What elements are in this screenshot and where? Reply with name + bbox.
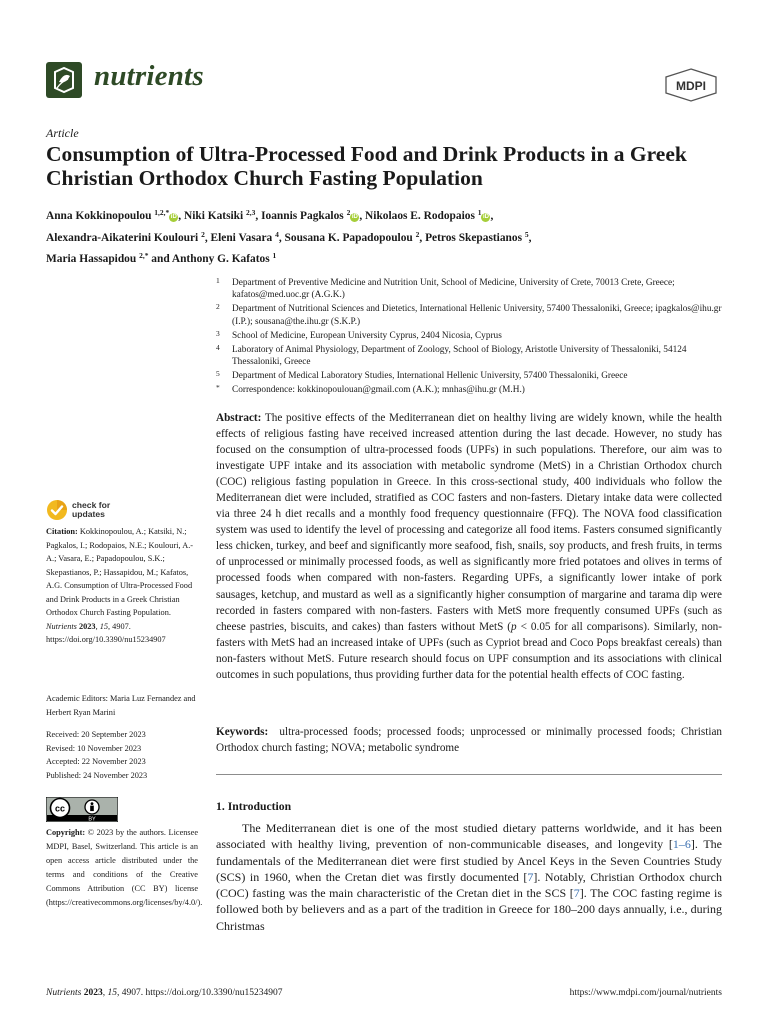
affiliation-text: Department of Preventive Medicine and Nutrition Unit, School of Medicine, University of Crete, 70013 Crete, Greece; kafatos@med.uoc.gr (A.G.K.) (232, 278, 675, 301)
affiliation-item (216, 370, 736, 382)
footer-volume: 15 (107, 988, 117, 998)
author-name[interactable]: Alexandra-Aikaterini Koulouri (46, 231, 199, 244)
author-name[interactable]: Eleni Vasara (210, 231, 273, 244)
published-date: Published: 24 November 2023 (46, 770, 148, 780)
author-separator: , (490, 210, 494, 222)
updates-label: updates (72, 509, 105, 519)
intro-text: The Mediterranean diet is one of the most studied dietary patterns worldwide, and it has been associated with healthy living, prevention of non-communicable diseases, and longevity [ (216, 821, 722, 852)
affiliation-text: Department of Medical Laboratory Studies, International Hellenic University, 57400 Thessaloniki, Greece (232, 370, 628, 381)
author-name[interactable]: Nikolaos E. Rodopaios (365, 210, 475, 222)
journal-logo-icon (46, 62, 82, 98)
footer-citation: Nutrients 2023, 15, 4907. https://doi.org/10.3390/nu15234907 (46, 988, 283, 998)
author-affiliation-mark: 5 (524, 229, 529, 239)
author-separator: , (204, 231, 211, 244)
citation-link[interactable]: 7 (573, 886, 580, 901)
affiliation-mark: 5 (216, 368, 220, 378)
section-divider (216, 774, 722, 775)
citation-link[interactable]: 1–6 (672, 837, 691, 852)
author-affiliation-mark: 2 (201, 229, 205, 239)
p-value-symbol: p (511, 620, 517, 633)
citation-volume: 15 (99, 621, 109, 631)
author-affiliation-mark: 1,2,* (154, 208, 170, 217)
author-separator: and (148, 253, 172, 265)
citation-journal: Nutrients (46, 621, 77, 631)
affiliation-text: Department of Nutritional Sciences and Dietetics, International Hellenic University, 57400 Thessaloniki, Greece; ipagkalos@ihu.gr (I.P.); sousana@the.ihu.gr (S.K.P.) (232, 304, 722, 327)
affiliation-mark: * (216, 382, 220, 392)
author-affiliation-mark: 2 (346, 208, 351, 217)
author-separator: , (255, 210, 262, 222)
author-name[interactable]: Sousana K. Papadopoulou (284, 231, 413, 244)
affiliation-item (216, 344, 736, 369)
copyright-label: Copyright: (46, 828, 86, 837)
intro-text: ]. Notably, Christian Orthodox church (COC) fasting was the main characteristic of the Cretan diet in the SCS [ (216, 869, 722, 901)
orcid-icon[interactable]: iD (482, 214, 489, 220)
author-affiliation-mark: 2 (415, 229, 420, 239)
affiliation-text: School of Medicine, European University Cyprus, 2404 Nicosia, Cyprus (232, 330, 502, 341)
received-date: Received: 20 September 2023 (46, 730, 146, 739)
correspondence-text: Correspondence: kokkinopoulouan@gmail.com (A.K.); mnhas@ihu.gr (M.H.) (232, 384, 525, 395)
article-type: Article (46, 126, 79, 140)
affiliation-item (216, 277, 736, 302)
abstract-text-continued: < 0.05 for all comparisons). Similarly, non-fasters with MetS had an increased intake of UPFs (such as Cypriot bread and Coco Pops breakfast cereals) than non-fasters without MetS. Future research should focus on UPF consumption and its associations with clinical outcomes in such populations, thus providing further data for the potential health effects of COC fasting. (216, 620, 722, 681)
author-line-1 (46, 204, 726, 226)
footer-journal-url[interactable]: https://www.mdpi.com/journal/nutrients (569, 988, 722, 998)
paper-title: Consumption of Ultra-Processed Food and Drink Products in a Greek Christian Orthodox Church Fasting Population (46, 142, 687, 190)
author-name[interactable]: Ioannis Pagkalos (261, 210, 344, 222)
keywords (216, 724, 722, 756)
copyright-text: © 2023 by the authors. Licensee MDPI, Basel, Switzerland. This article is an open access article distributed under the terms and conditions of the Creative Commons Attribution (CC BY) license (https://creativecommons.org/licenses/by/4.0/). (46, 828, 203, 907)
affiliation-item (216, 384, 736, 396)
orcid-icon[interactable]: iD (351, 214, 358, 220)
abstract-text: The positive effects of the Mediterranean diet on healthy living are widely known, while the health effects of religious fasting have received increased attention during the last decade. However, no study has focused on the consumption of ultra-processed foods (UPFs) in such populations. Therefore, our aim was to investigate UPF intake and its association with metabolic syndrome (MetS) in a Christian Orthodox church (COC) religious fasting population in Greece. In this cross-sectional study, 400 individuals who follow the Mediterranean diet were included, stratified as COC fasters and non-fasters. Dietary intake data were collected via three 24 h diet recalls and a monthly food frequency questionnaire (FFQ). The NOVA food classification system was used to identify the level of processing and categorize all food items. Fasters consumed significantly less chicken, turkey, and beef and significantly more seafood, fish, snails, soy products, and fresh fruits, in terms of unprocessed or minimally processed foods, as well as significantly more fried potatoes and olives in terms of processed foods when compared with non-fasters. Regarding UPFs, a significantly lower intake of pork sausages, ketchup, and mustard as well as a significantly higher consumption of margarine and tarama dip were recorded in fasters compared with non-fasters. Fasters with MetS more frequently consumed UPFs (such as cheese pastries, biscuits, and cakes) than fasters without MetS ( (216, 412, 722, 633)
license-badge-label: BY (88, 816, 96, 822)
cc-by-license-icon[interactable] (46, 797, 118, 822)
publication-dates (46, 728, 198, 782)
citation-link[interactable]: 7 (527, 869, 534, 884)
affiliation-mark: 2 (216, 302, 220, 312)
author-name[interactable]: Niki Katsiki (183, 210, 244, 222)
affiliation-text: Laboratory of Animal Physiology, Department of Zoology, School of Biology, Aristotle University of Thessaloniki, 54124 Thessaloniki, Greece (232, 344, 687, 367)
abstract-label: Abstract: (216, 412, 262, 424)
citation-label: Citation: (46, 527, 78, 536)
affiliation-mark: 4 (216, 342, 220, 352)
journal-name: nutrients (94, 60, 204, 92)
affiliation-mark: 3 (216, 328, 220, 338)
svg-text:cc: cc (54, 803, 66, 814)
author-affiliation-mark: 2,* (139, 251, 149, 260)
author-separator: , (528, 231, 532, 244)
author-affiliation-mark: 4 (275, 229, 279, 239)
accepted-date: Accepted: 22 November 2023 (46, 757, 146, 766)
footer-year: 2023 (83, 988, 103, 998)
abstract (216, 410, 722, 683)
author-name[interactable]: Anna Kokkinopoulou (46, 210, 152, 222)
orcid-icon[interactable]: iD (170, 214, 177, 220)
citation-text: Kokkinopoulou, A.; Katsiki, N.; Pagkalos, I.; Rodopaios, N.E.; Koulouri, A.-A.; Vasara, E.; Papadopoulou, S.K.; Skepastianos, P.; Hassapidou, M.; Kafatos, A.G. Consumption of Ultra-Processed Food and Drink Products in a Greek Christian Orthodox Church Fasting Population. (46, 527, 194, 617)
revised-date: Revised: 10 November 2023 (46, 743, 142, 753)
footer-doi[interactable]: , 4907. https://doi.org/10.3390/nu15234907 (117, 988, 283, 998)
author-affiliation-mark: 1 (477, 208, 482, 217)
intro-text: ]. The COC fasting regime is followed both by believers and as a part of the tradition in Greece for 180–200 days annually, i.e., during Christmas (216, 886, 723, 933)
academic-editors: Academic Editors: Maria Luz Fernandez and Herbert Ryan Marini (46, 694, 196, 717)
affiliation-list (216, 277, 736, 398)
author-name[interactable]: Anthony G. Kafatos (171, 253, 270, 265)
intro-text: ]. The fundamentals of the Mediterranean diet were first studied by Ancel Keys in the Seven Countries Study (SCS) in 1960, when the Cretan diet was firstly documented [ (216, 837, 723, 884)
keywords-text: ultra-processed foods; processed foods; unprocessed or minimally processed foods; Christian Orthodox church fasting; NOVA; metabolic syndrome (216, 726, 722, 755)
author-affiliation-mark: 2,3 (246, 208, 256, 217)
author-line-2 (46, 226, 726, 248)
publisher-name: MDPI (676, 79, 706, 93)
keywords-label: Keywords: (216, 726, 269, 738)
author-affiliation-mark: 1 (272, 251, 277, 260)
author-name[interactable]: Maria Hassapidou (46, 253, 137, 265)
author-separator: , (419, 231, 426, 244)
affiliation-item (216, 330, 736, 342)
section-heading: 1. Introduction (216, 800, 292, 813)
citation-block: Citation: Kokkinopoulou, A.; Katsiki, N.; Pagkalos, I.; Rodopaios, N.E.; Koulouri, A.-A.; Vasara, E.; Papadopoulou, S.K.; Skepastianos, P.; Hassapidou, M.; Kafatos, A.G. Consumption of Ultra-Processed Food and Drink Products in a Greek Christian Orthodox Church Fasting Population. Nutrients 2023, 15, 4907. https://doi.org/10.3390/nu15234907 (46, 527, 194, 644)
author-name[interactable]: Petros Skepastianos (425, 231, 522, 244)
author-separator: , (278, 231, 285, 244)
check-for-updates-button[interactable] (46, 499, 110, 521)
author-separator: , (359, 210, 366, 222)
footer-journal: Nutrients (46, 988, 82, 998)
affiliation-item (216, 303, 736, 328)
citation-year: 2023 (78, 621, 96, 631)
affiliation-mark: 1 (216, 276, 220, 285)
introduction-paragraph (216, 820, 722, 934)
check-for-updates-icon (46, 499, 68, 521)
author-separator: , (178, 210, 184, 222)
check-label: check for (72, 500, 111, 510)
copyright-block (46, 826, 203, 909)
author-list (46, 204, 726, 269)
mdpi-logo-icon (664, 68, 718, 102)
citation-doi[interactable]: , 4907. https://doi.org/10.3390/nu15234907 (46, 621, 166, 644)
author-line-3 (46, 247, 726, 269)
